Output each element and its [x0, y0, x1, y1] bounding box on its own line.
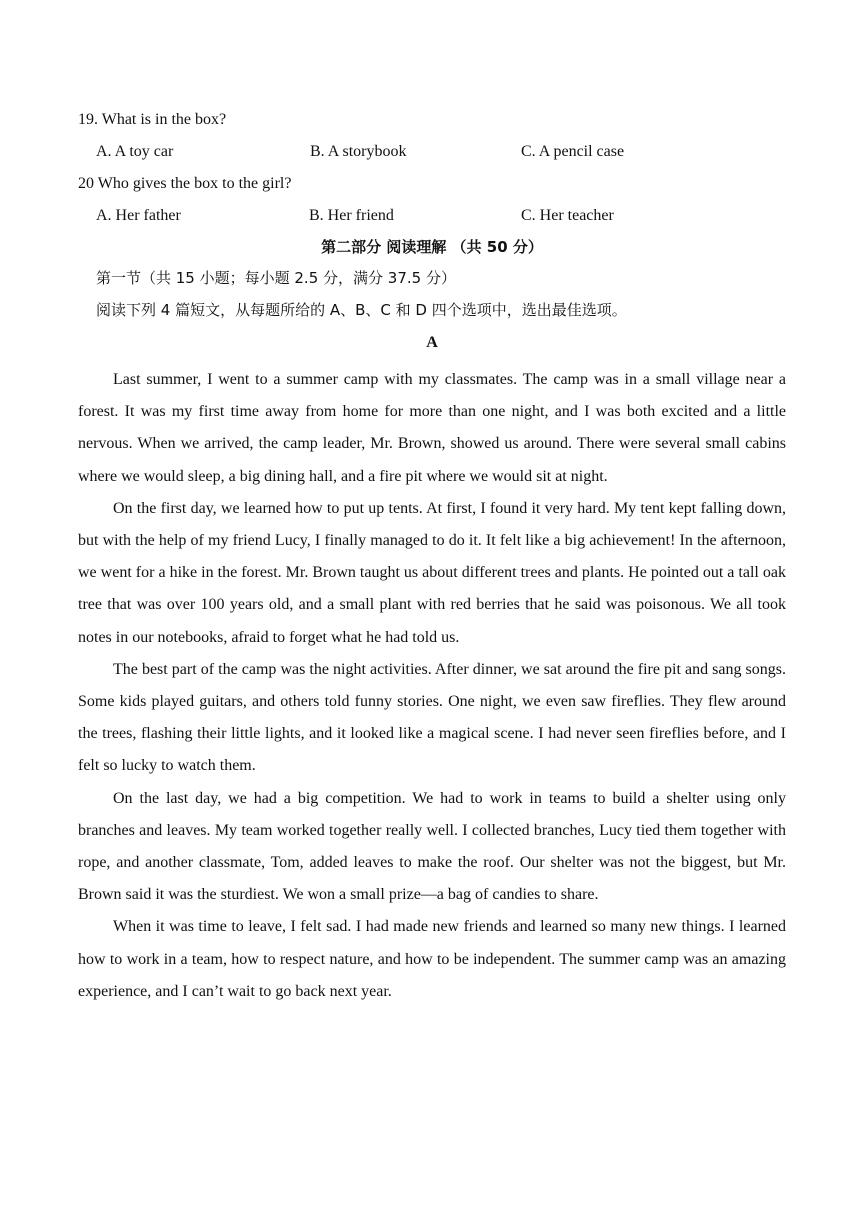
section-instruction: 阅读下列 4 篇短文，从每题所给的 A、B、C 和 D 四个选项中，选出最佳选项。	[96, 301, 627, 319]
passage-paragraph: The best part of the camp was the night activities. After dinner, we sat around the fire pit and sang songs. Some kids played guitars, and others told funny stories. One night, we even saw fireflies. They flew around the trees, flashing their little lights, and it looked like a magical scene. I had never seen fireflies before, and I felt so lucky to watch them.	[78, 660, 786, 775]
question-19-option-b: B. A storybook	[310, 143, 407, 160]
question-19-option-a: A. A toy car	[96, 143, 174, 160]
passage-paragraph: On the last day, we had a big competition. We had to work in teams to build a shelter using only branches and leaves. My team worked together really well. I collected branches, Lucy tied them together with rope, and another classmate, Tom, added leaves to make the roof. Our shelter was not the biggest, but Mr. Brown said it was the sturdiest. We won a small prize—a bag of candies to share.	[78, 789, 786, 904]
passage-paragraph: Last summer, I went to a summer camp with my classmates. The camp was in a small village near a forest. It was my first time away from home for more than one night, and I was both excited and a little nervous. When we arrived, the camp leader, Mr. Brown, showed us around. There were several small cabins where we would sleep, a big dining hall, and a fire pit where we would sit at night.	[78, 371, 786, 485]
question-19-stem: 19. What is in the box?	[78, 111, 227, 128]
question-19-option-c: C. A pencil case	[521, 143, 625, 160]
question-20-option-b: B. Her friend	[309, 207, 394, 224]
question-20-option-c: C. Her teacher	[521, 207, 614, 224]
section-heading: 第二部分 阅读理解 （共 50 分）	[321, 238, 543, 256]
subsection-note: 第一节（共 15 小题；每小题 2.5 分，满分 37.5 分）	[96, 269, 456, 287]
question-20-option-a: A. Her father	[96, 207, 181, 224]
passage-body	[78, 364, 786, 1008]
passage-paragraph: When it was time to leave, I felt sad. I had made new friends and learned so many new things. I learned how to work in a team, how to respect nature, and how to be independent. The summer camp was an amazing experience, and I can’t wait to go back next year.	[78, 918, 786, 1000]
passage-paragraph: On the first day, we learned how to put up tents. At first, I found it very hard. My tent kept falling down, but with the help of my friend Lucy, I finally managed to do it. It felt like a big achievement! In the afternoon, we went for a hike in the forest. Mr. Brown taught us about different trees and plants. He pointed out a tall oak tree that was over 100 years old, and a small plant with red berries that he said was poisonous. We all took notes in our notebooks, afraid to forget what he had told us.	[78, 499, 786, 646]
passage-label: A	[426, 334, 438, 351]
question-20-stem: 20 Who gives the box to the girl?	[78, 175, 292, 192]
